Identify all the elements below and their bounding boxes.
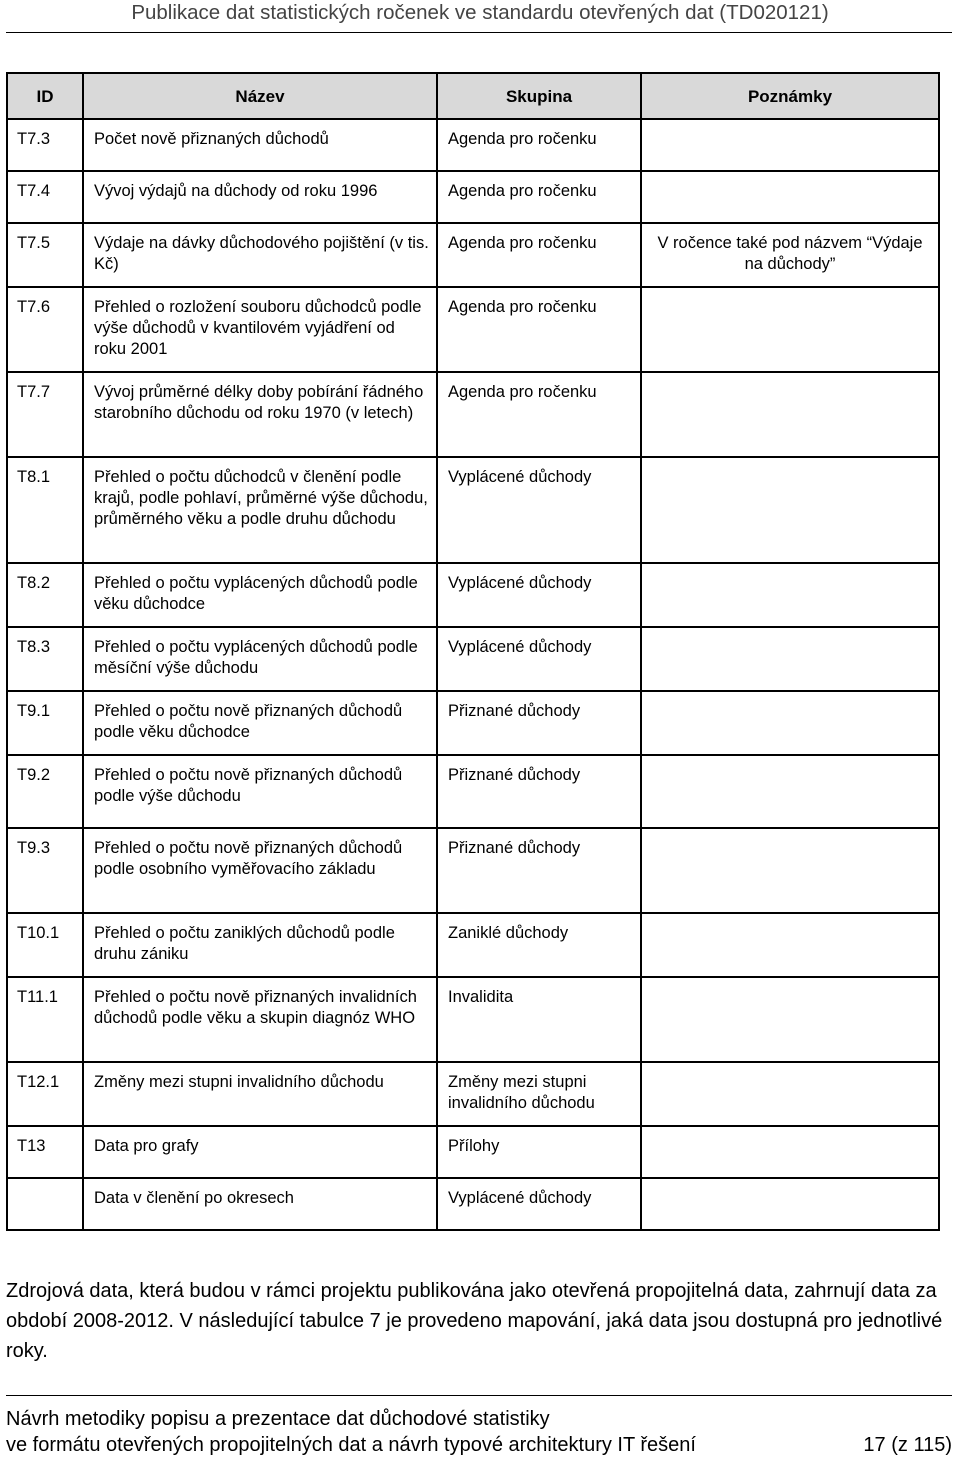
cell-group: Agenda pro ročenku bbox=[448, 298, 597, 316]
table-row bbox=[7, 563, 939, 627]
cell-id bbox=[8, 1179, 82, 1188]
cell-id: T9.1 bbox=[17, 702, 51, 720]
cell-name: Vývoj výdajů na důchody od roku 1996 bbox=[94, 182, 378, 200]
column-header-group: Skupina bbox=[437, 73, 641, 119]
table-row bbox=[7, 223, 939, 287]
cell-note: V ročence také pod názvem “Výdaje na důchody” bbox=[657, 234, 923, 273]
cell-note bbox=[642, 120, 938, 129]
column-header-id: ID bbox=[7, 73, 83, 119]
cell-id: T7.5 bbox=[17, 234, 51, 252]
cell-group: Vyplácené důchody bbox=[448, 574, 592, 592]
cell-note bbox=[642, 628, 938, 637]
cell-id: T8.1 bbox=[17, 468, 51, 486]
table-row bbox=[7, 691, 939, 755]
cell-note bbox=[642, 172, 938, 181]
cell-note bbox=[642, 373, 938, 382]
cell-name: Přehled o počtu nově přiznaných důchodů podle výše důchodu bbox=[94, 766, 403, 805]
cell-id: T7.6 bbox=[17, 298, 51, 316]
header-rule bbox=[6, 32, 952, 33]
running-header: Publikace dat statistických ročenek ve standardu otevřených dat (TD020121) bbox=[131, 1, 829, 24]
cell-name: Přehled o počtu nově přiznaných důchodů podle věku důchodce bbox=[94, 702, 403, 741]
cell-id: T11.1 bbox=[17, 988, 58, 1006]
cell-id: T7.4 bbox=[17, 182, 51, 200]
table-row bbox=[7, 1126, 939, 1178]
cell-note bbox=[642, 288, 938, 297]
cell-group: Vyplácené důchody bbox=[448, 468, 592, 486]
table-row bbox=[7, 1062, 939, 1126]
cell-name: Změny mezi stupni invalidního důchodu bbox=[94, 1073, 384, 1091]
cell-name: Přehled o počtu nově přiznaných invalidních důchodů podle věku a skupin diagnóz WHO bbox=[94, 988, 417, 1027]
cell-note bbox=[642, 829, 938, 838]
cell-note bbox=[642, 692, 938, 701]
cell-id: T8.2 bbox=[17, 574, 51, 592]
cell-group: Vyplácené důchody bbox=[448, 1189, 592, 1207]
cell-name: Přehled o počtu vyplácených důchodů podle věku důchodce bbox=[94, 574, 418, 613]
column-header-notes: Poznámky bbox=[641, 73, 939, 119]
cell-name: Přehled o počtu důchodců v členění podle krajů, podle pohlaví, průměrné výše důchodu, průměrného věku a podle druhu důchodu bbox=[94, 468, 428, 528]
cell-name: Přehled o počtu vyplácených důchodů podle měsíční výše důchodu bbox=[94, 638, 418, 677]
cell-id: T10.1 bbox=[17, 924, 60, 942]
cell-id: T9.2 bbox=[17, 766, 51, 784]
cell-group: Změny mezi stupni invalidního důchodu bbox=[448, 1073, 595, 1112]
cell-note bbox=[642, 564, 938, 573]
cell-name: Počet nově přiznaných důchodů bbox=[94, 130, 329, 148]
cell-group: Zaniklé důchody bbox=[448, 924, 569, 942]
cell-group: Agenda pro ročenku bbox=[448, 182, 597, 200]
table-row bbox=[7, 977, 939, 1062]
dataset-table bbox=[6, 72, 940, 1231]
footer-title-line-1: Návrh metodiky popisu a prezentace dat důchodové statistiky bbox=[6, 1408, 550, 1430]
table-row bbox=[7, 913, 939, 977]
cell-note bbox=[642, 1063, 938, 1072]
cell-name: Data pro grafy bbox=[94, 1137, 199, 1155]
cell-id: T7.3 bbox=[17, 130, 51, 148]
cell-id: T13 bbox=[17, 1137, 46, 1155]
table-row bbox=[7, 1178, 939, 1230]
cell-id: T12.1 bbox=[17, 1073, 60, 1091]
cell-group: Agenda pro ročenku bbox=[448, 383, 597, 401]
cell-group: Vyplácené důchody bbox=[448, 638, 592, 656]
cell-name: Vývoj průměrné délky doby pobírání řádného starobního důchodu od roku 1970 (v letech) bbox=[94, 383, 424, 422]
table-row bbox=[7, 119, 939, 171]
cell-group: Invalidita bbox=[448, 988, 514, 1006]
table-header-row bbox=[7, 73, 939, 119]
page-number: 17 (z 115) bbox=[863, 1434, 952, 1456]
footer-rule bbox=[6, 1395, 952, 1396]
cell-id: T9.3 bbox=[17, 839, 51, 857]
cell-id: T7.7 bbox=[17, 383, 51, 401]
cell-name: Výdaje na dávky důchodového pojištění (v tis. Kč) bbox=[94, 234, 429, 273]
cell-note bbox=[642, 458, 938, 467]
cell-group: Přiznané důchody bbox=[448, 839, 581, 857]
column-header-name: Název bbox=[83, 73, 437, 119]
table-row bbox=[7, 627, 939, 691]
table-row bbox=[7, 287, 939, 372]
cell-note bbox=[642, 978, 938, 987]
table-row bbox=[7, 755, 939, 828]
cell-id: T8.3 bbox=[17, 638, 51, 656]
body-paragraph: Zdrojová data, která budou v rámci projektu publikována jako otevřená propojitelná data, zahrnují data za období 2008-2012. V následující tabulce 7 je provedeno mapování, jaká data jsou dostupná pro jednotlivé roky. bbox=[6, 1280, 943, 1362]
table-row bbox=[7, 372, 939, 457]
table-row bbox=[7, 457, 939, 563]
cell-name: Přehled o počtu nově přiznaných důchodů podle osobního vyměřovacího základu bbox=[94, 839, 403, 878]
cell-group: Agenda pro ročenku bbox=[448, 234, 597, 252]
footer-title-line-2: ve formátu otevřených propojitelných dat a návrh typové architektury IT řešení bbox=[6, 1434, 696, 1456]
cell-note bbox=[642, 756, 938, 765]
table-row bbox=[7, 828, 939, 913]
cell-note bbox=[642, 914, 938, 923]
cell-group: Přiznané důchody bbox=[448, 702, 581, 720]
cell-group: Agenda pro ročenku bbox=[448, 130, 597, 148]
cell-name: Data v členění po okresech bbox=[94, 1189, 294, 1207]
cell-group: Přiznané důchody bbox=[448, 766, 581, 784]
cell-name: Přehled o rozložení souboru důchodců podle výše důchodů v kvantilovém vyjádření od roku 2001 bbox=[94, 298, 422, 358]
table-row bbox=[7, 171, 939, 223]
cell-name: Přehled o počtu zaniklých důchodů podle druhu zániku bbox=[94, 924, 395, 963]
cell-note bbox=[642, 1127, 938, 1136]
cell-group: Přílohy bbox=[448, 1137, 500, 1155]
cell-note bbox=[642, 1179, 938, 1188]
